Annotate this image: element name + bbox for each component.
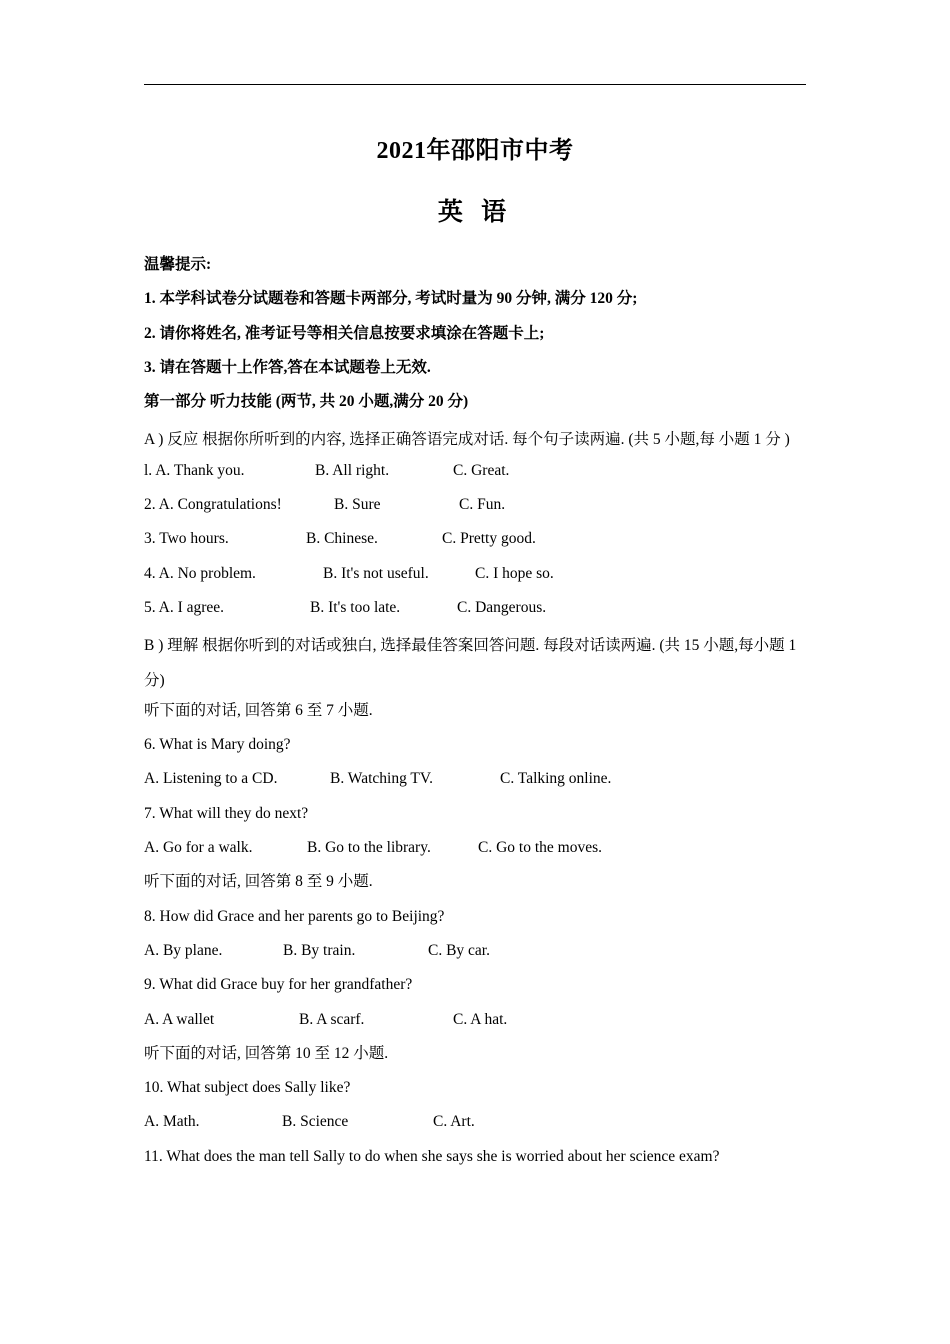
question-row (144, 766, 808, 800)
option-b: B. Watching TV. (330, 770, 433, 788)
part1-heading: 第一部分 听力技能 (两节, 共 20 小题,满分 20 分) (144, 393, 469, 411)
tip-3: 3. 请在答题十上作答,答在本试题卷上无效. (144, 358, 431, 376)
group-intro: 听下面的对话, 回答第 6 至 7 小题. (144, 701, 373, 719)
option-a: A. By plane. (144, 941, 223, 959)
exam-subject: 英 语 (437, 199, 513, 226)
exam-content (144, 252, 808, 1178)
exam-title: 2021年邵阳市中考 (376, 138, 574, 164)
question-row (144, 458, 808, 492)
option-b: B. All right. (315, 461, 390, 479)
option-b: B. By train. (283, 941, 356, 959)
option-c: C. Pretty good. (442, 530, 536, 548)
tip-1: 1. 本学科试卷分试题卷和答题卡两部分, 考试时量为 90 分钟, 满分 120 分; (144, 290, 638, 308)
option-b: B. It's too late. (310, 598, 401, 616)
question-text: 7. What will they do next? (144, 804, 309, 822)
option-a: 4. A. No problem. (144, 564, 256, 582)
question-row (144, 526, 808, 560)
tip-2: 2. 请你将姓名, 准考证号等相关信息按要求填涂在答题卡上; (144, 324, 545, 342)
option-b: B. It's not useful. (323, 564, 429, 582)
option-c: C. I hope so. (475, 564, 554, 582)
question-text: 6. What is Mary doing? (144, 736, 291, 754)
option-c: C. Go to the moves. (478, 839, 602, 857)
option-a: 5. A. I agree. (144, 598, 225, 616)
tips-heading: 温馨提示: (144, 256, 212, 273)
group-intro: 听下面的对话, 回答第 10 至 12 小题. (144, 1044, 389, 1062)
section-b-instruction: B ) 理解 根据你听到的对话或独白, 选择最佳答案回答问题. 每段对话读两遍. (共 15 小题,每小题 1 分) (144, 637, 797, 689)
option-a: l. A. Thank you. (144, 461, 245, 479)
question-row (144, 595, 808, 629)
option-c: C. Talking online. (500, 770, 612, 788)
option-c: C. Art. (433, 1113, 475, 1131)
question-text: 10. What subject does Sally like? (144, 1079, 351, 1097)
question-row (144, 492, 808, 526)
question-text: 9. What did Grace buy for her grandfather? (144, 976, 413, 994)
option-b: B. Sure (334, 496, 381, 514)
question-row (144, 1109, 808, 1143)
option-a: A. A wallet (144, 1010, 215, 1028)
section-a-instruction: A ) 反应 根据你所听到的内容, 选择正确答语完成对话. 每个句子读两遍. (共 5 小题,每 小题 1 分 ) (144, 431, 790, 449)
option-a: A. Math. (144, 1113, 200, 1131)
option-a: A. Listening to a CD. (144, 770, 278, 788)
option-c: C. By car. (428, 941, 490, 959)
option-c: C. A hat. (453, 1010, 508, 1028)
option-b: B. Science (282, 1113, 349, 1131)
question-row (144, 835, 808, 869)
option-c: C. Fun. (459, 496, 506, 514)
option-a: A. Go for a walk. (144, 839, 253, 857)
option-a: 2. A. Congratulations! (144, 496, 282, 514)
option-c: C. Great. (453, 461, 510, 479)
option-b: B. Go to the library. (307, 839, 431, 857)
option-a: 3. Two hours. (144, 530, 229, 548)
question-row (144, 938, 808, 972)
group-intro: 听下面的对话, 回答第 8 至 9 小题. (144, 873, 373, 891)
question-text: 11. What does the man tell Sally to do when she says she is worried about her science exam? (144, 1147, 720, 1165)
question-row (144, 1007, 808, 1041)
question-text: 8. How did Grace and her parents go to Beijing? (144, 907, 445, 925)
top-rule (144, 84, 806, 85)
option-b: B. A scarf. (299, 1010, 365, 1028)
question-row (144, 561, 808, 595)
option-b: B. Chinese. (306, 530, 378, 548)
option-c: C. Dangerous. (457, 598, 547, 616)
